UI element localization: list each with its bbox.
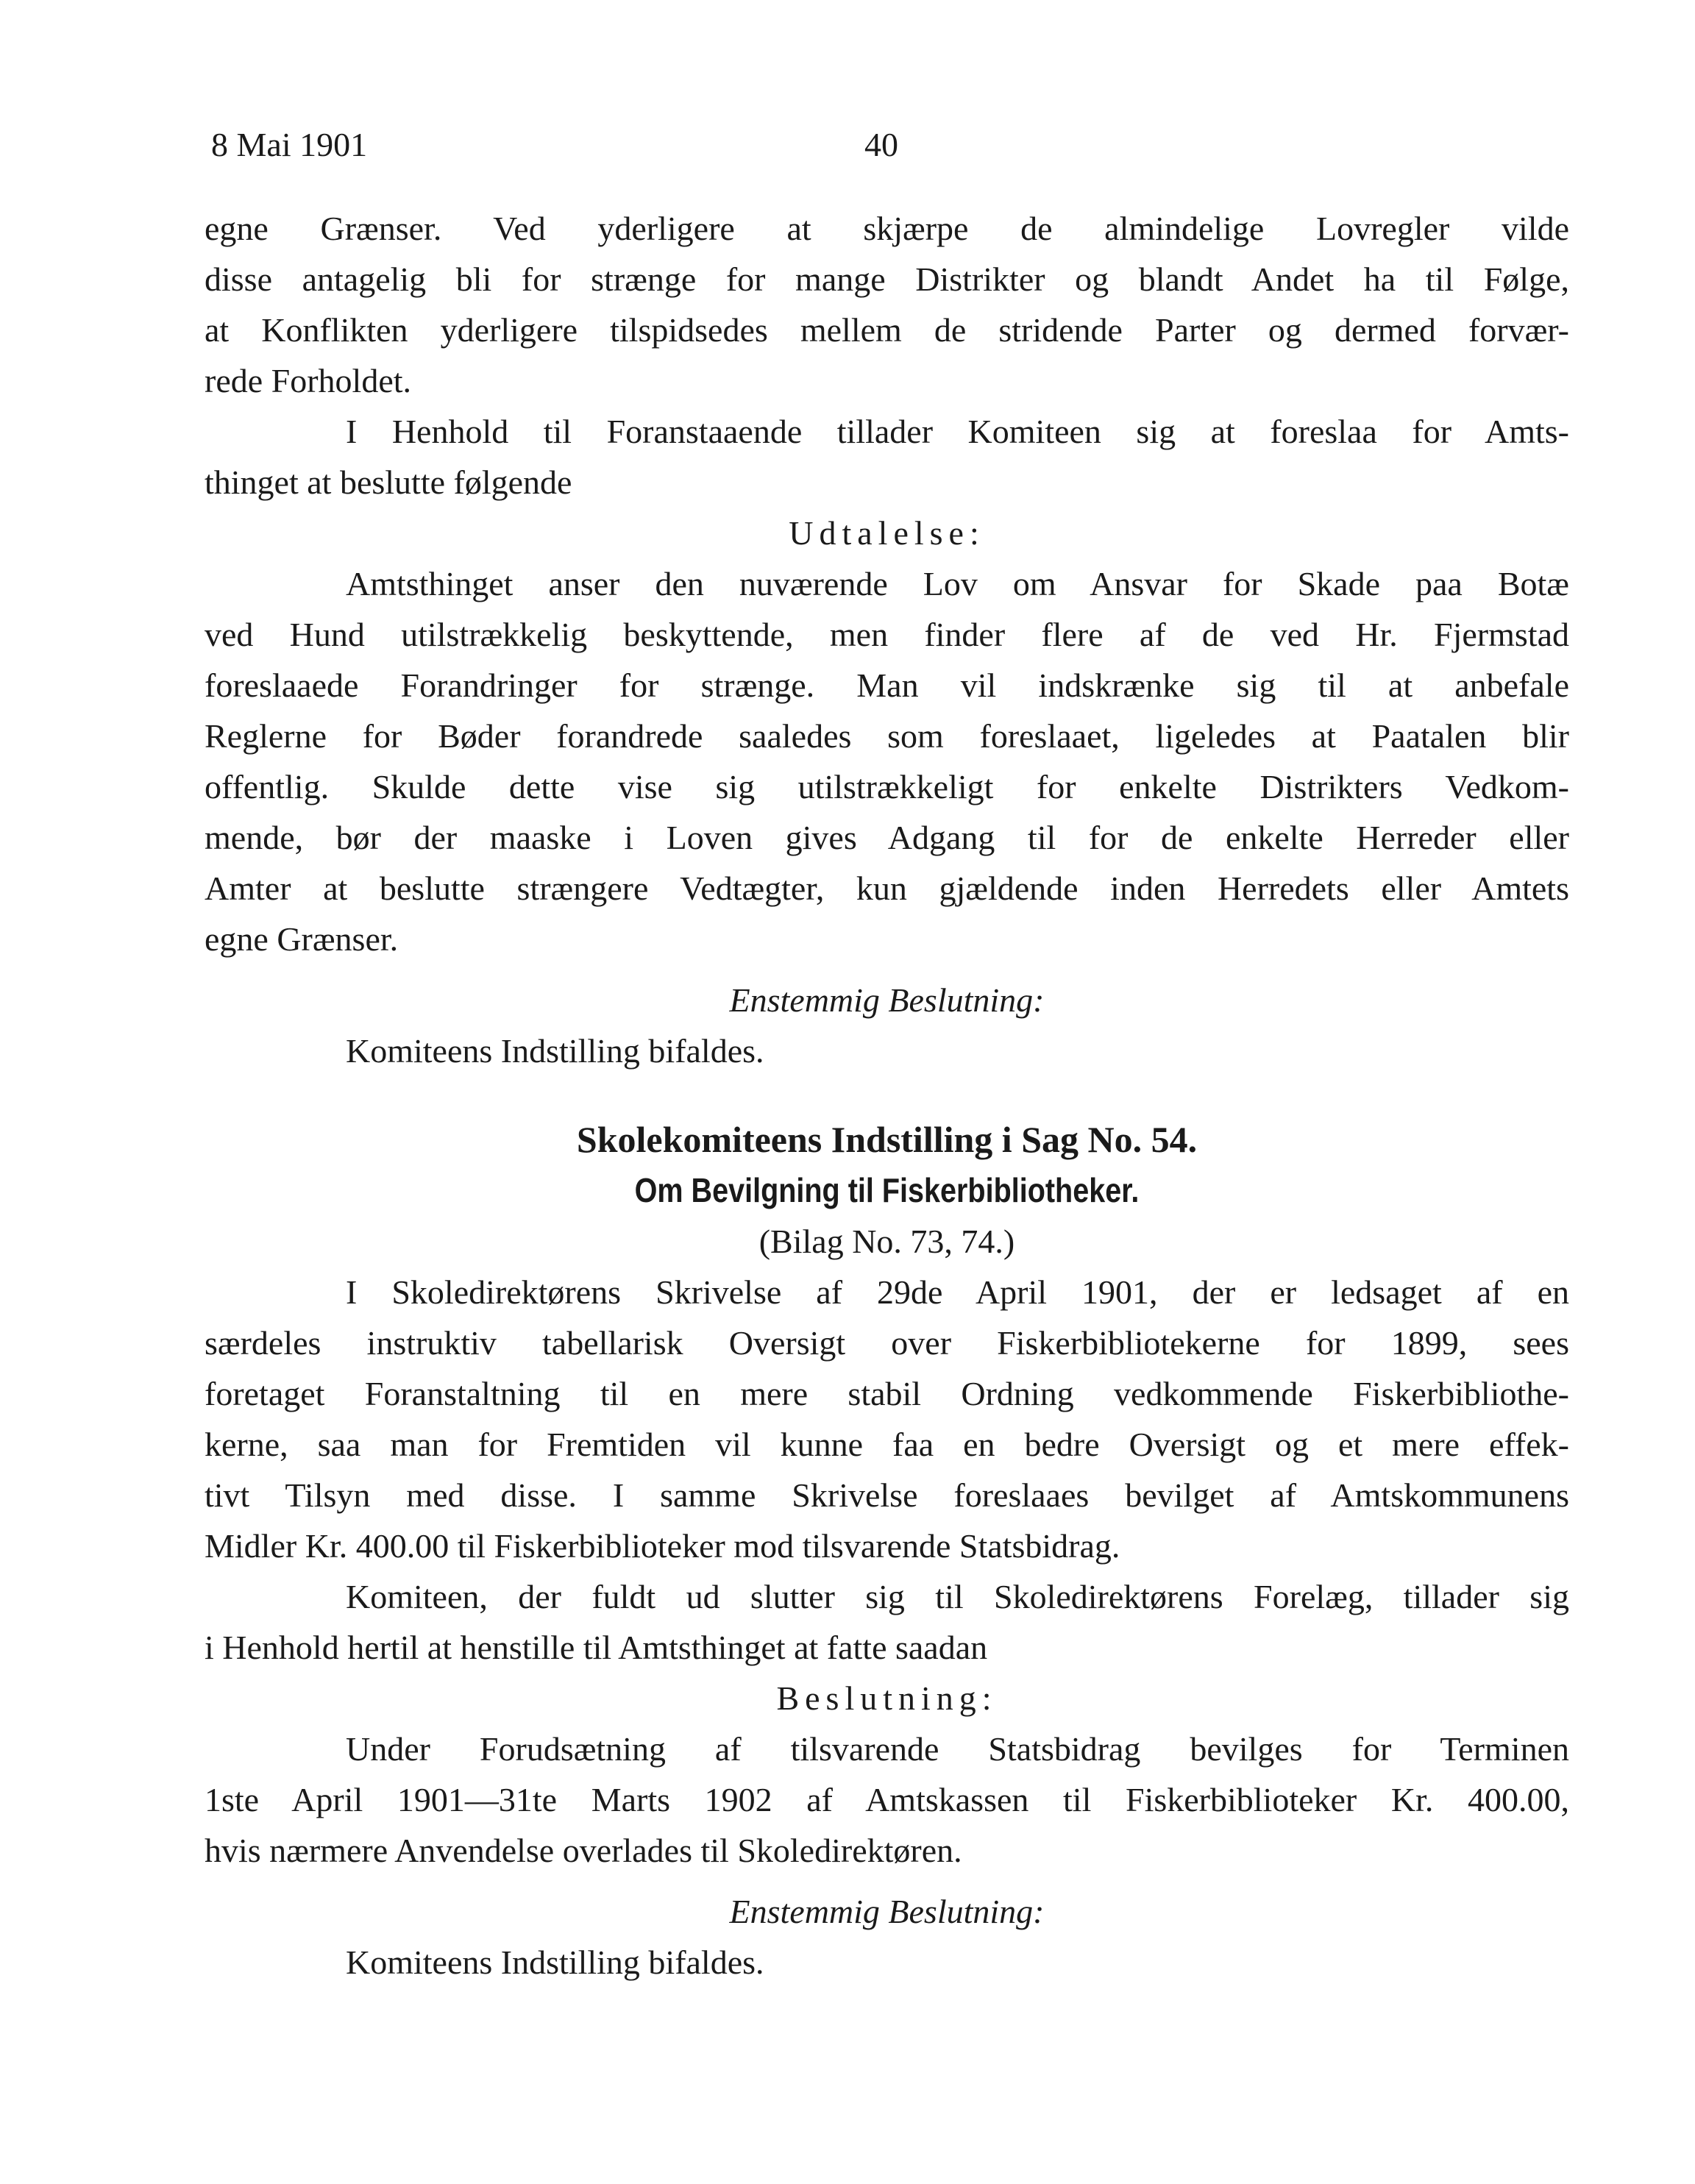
bilag-reference: (Bilag No. 73, 74.) bbox=[758, 1223, 1015, 1260]
text-line: thinget at beslutte følgende bbox=[205, 463, 572, 501]
text-line: Amtsthinget anser den nuværende Lov om Ansvar for Skade paa Botæ bbox=[346, 565, 1569, 602]
section-subtitle: Om Bevilgning til Fiskerbibliotheker. bbox=[634, 1171, 1140, 1209]
document-body bbox=[205, 203, 1569, 1988]
text-line: foretaget Foranstaltning til en mere stabil Ordning vedkommende Fiskerbibliothe- bbox=[205, 1375, 1569, 1412]
page-header bbox=[211, 125, 1548, 177]
text-line: at Konflikten yderligere tilspidsedes mellem de stridende Parter og dermed forvær- bbox=[205, 311, 1569, 349]
page-number: 40 bbox=[864, 126, 898, 163]
decision-heading: Enstemmig Beslutning: bbox=[729, 1893, 1045, 1930]
decision-heading: Enstemmig Beslutning: bbox=[729, 981, 1045, 1019]
intro-paragraph bbox=[205, 203, 1569, 406]
text-line: ved Hund utilstrækkelig beskyttende, men finder flere af de ved Hr. Fjermstad bbox=[205, 616, 1569, 653]
text-line: tivt Tilsyn med disse. I samme Skrivelse foreslaaes bevilget af Amtskommunens bbox=[205, 1476, 1569, 1514]
header-date: 8 Mai 1901 bbox=[211, 126, 368, 163]
skrivelse-paragraph bbox=[205, 1267, 1569, 1571]
text-line: egne Grænser. Ved yderligere at skjærpe de almindelige Lovregler vilde bbox=[205, 210, 1569, 247]
section-title: Skolekomiteens Indstilling i Sag No. 54. bbox=[576, 1119, 1198, 1160]
text-line: mende, bør der maaske i Loven gives Adgang til for de enkelte Herreder eller bbox=[205, 819, 1569, 856]
text-line: I Henhold til Foranstaaende tillader Komiteen sig at foreslaa for Amts- bbox=[346, 413, 1569, 450]
decision-text: Komiteens Indstilling bifaldes. bbox=[346, 1943, 764, 1981]
statement-paragraph bbox=[205, 558, 1569, 964]
text-line: Komiteen, der fuldt ud slutter sig til Skoledirektørens Forelæg, tillader sig bbox=[346, 1578, 1569, 1615]
text-line: disse antagelig bli for strænge for mange Distrikter og blandt Andet ha til Følge, bbox=[205, 260, 1569, 298]
text-line: rede Forholdet. bbox=[205, 362, 412, 399]
text-line: Reglerne for Bøder forandrede saaledes som foreslaaet, ligeledes at Paatalen blir bbox=[205, 717, 1569, 755]
text-line: Amter at beslutte strængere Vedtægter, kun gjældende inden Herredets eller Amtets bbox=[205, 869, 1569, 907]
udtalelse-heading: Udtalelse: bbox=[789, 514, 985, 552]
text-line: offentlig. Skulde dette vise sig utilstrækkeligt for enkelte Distrikters Vedkom- bbox=[205, 768, 1569, 805]
text-line: egne Grænser. bbox=[205, 920, 399, 958]
text-line: Midler Kr. 400.00 til Fiskerbiblioteker mod tilsvarende Statsbidrag. bbox=[205, 1527, 1120, 1565]
text-line: foreslaaede Forandringer for strænge. Man vil indskrænke sig til at anbefale bbox=[205, 666, 1569, 704]
decision-text: Komiteens Indstilling bifaldes. bbox=[346, 1032, 764, 1070]
paragraph-henhold bbox=[205, 406, 1569, 508]
text-line: hvis nærmere Anvendelse overlades til Skoledirektøren. bbox=[205, 1832, 962, 1869]
beslutning-heading: Beslutning: bbox=[776, 1679, 998, 1717]
text-line: Under Forudsætning af tilsvarende Statsbidrag bevilges for Terminen bbox=[346, 1730, 1569, 1768]
text-line: i Henhold hertil at henstille til Amtsthinget at fatte saadan bbox=[205, 1629, 988, 1666]
text-line: I Skoledirektørens Skrivelse af 29de April 1901, der er ledsaget af en bbox=[346, 1273, 1569, 1311]
text-line: kerne, saa man for Fremtiden vil kunne faa en bedre Oversigt og et mere effek- bbox=[205, 1426, 1569, 1463]
text-line: 1ste April 1901—31te Marts 1902 af Amtskassen til Fiskerbiblioteker Kr. 400.00, bbox=[205, 1781, 1569, 1818]
text-line: særdeles instruktiv tabellarisk Oversigt over Fiskerbibliotekerne for 1899, sees bbox=[205, 1324, 1569, 1362]
forudsaetning-paragraph bbox=[205, 1724, 1569, 1876]
komiteen-paragraph bbox=[205, 1571, 1569, 1673]
